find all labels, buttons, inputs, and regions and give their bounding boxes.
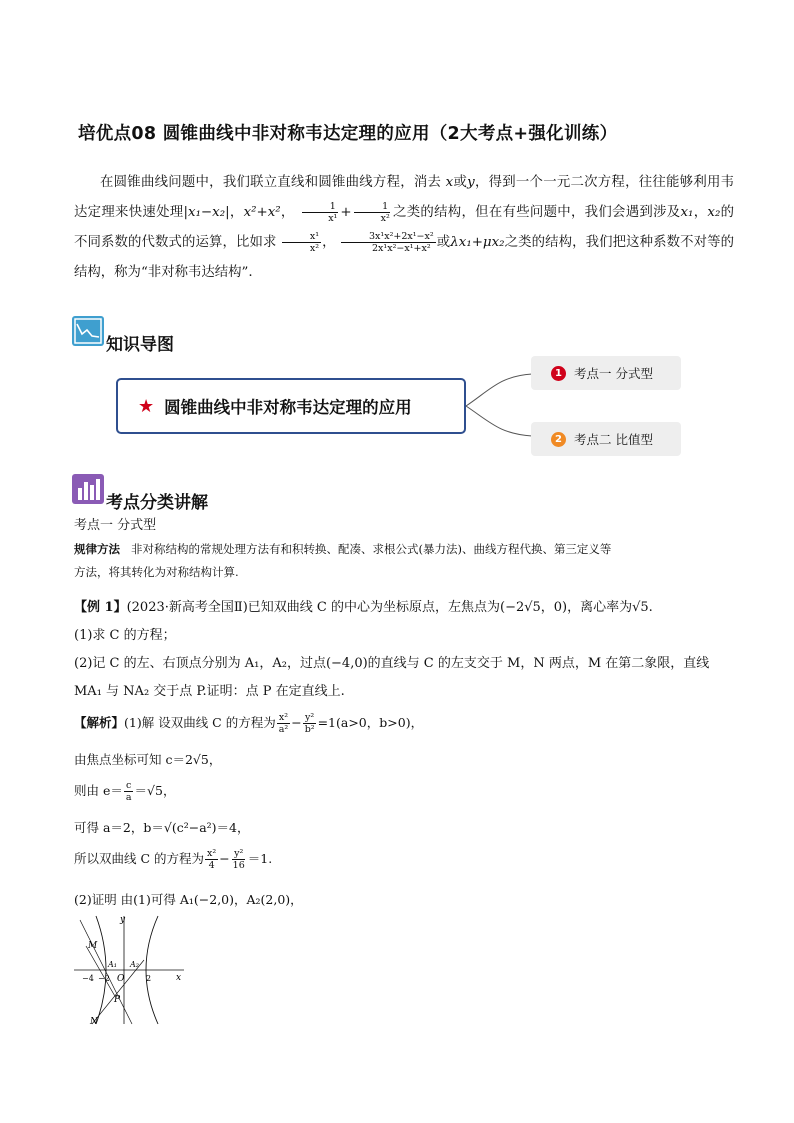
frac-num: x² — [207, 848, 217, 859]
solution-line-3 — [74, 780, 175, 803]
frac-den: 4 — [208, 860, 215, 871]
mindmap-root-label: 圆锥曲线中非对称韦达定理的应用 — [164, 398, 412, 417]
frac-num: x² — [278, 712, 289, 723]
frac-num: c — [126, 780, 132, 791]
minus-sign: − — [219, 851, 230, 866]
solution-text: ＝√5， — [134, 783, 176, 798]
frac-den: b² — [304, 724, 315, 735]
label-N: N — [90, 1017, 98, 1027]
chart-line-icon — [72, 316, 104, 346]
solution-line-5 — [74, 848, 272, 871]
intro-text-4: 的不同系数的代数式的运算，比如求 — [74, 205, 735, 250]
intro-abs-expr: |x₁−x₂| — [183, 205, 230, 220]
method-text-1: 非对称结构的常规处理方法有和积转换、配凑、求根公式(暴力法)、曲线方程代换、第三定义等 — [130, 542, 612, 556]
label-A2: A₂ — [130, 960, 139, 969]
frac-y2-16 — [231, 848, 247, 871]
frac-den: x¹ — [328, 213, 338, 224]
method-text-2: 方法，将其转化为对称结构计算. — [74, 565, 239, 579]
intro-text-3: 之类的结构，但在有些问题中，我们会遇到涉及 — [392, 205, 681, 220]
frac-den: a — [125, 792, 132, 803]
mindmap-node-label: 考点二 比值型 — [574, 432, 653, 447]
hyperbola-figure — [72, 912, 202, 1030]
intro-var-x: x — [445, 175, 454, 190]
frac-num: 3x¹x²+2x¹−x² — [341, 231, 436, 243]
frac-num: 1 — [354, 201, 390, 213]
solution-line-1 — [74, 712, 423, 735]
frac-den: x² — [309, 243, 320, 254]
intro-comma: ， — [280, 205, 295, 220]
intro-frac-c — [282, 231, 321, 254]
intro-comma: ， — [322, 235, 336, 250]
label-2: 2 — [146, 974, 152, 983]
intro-frac-a — [300, 201, 339, 224]
intro-var-y: y — [467, 175, 475, 190]
intro-square-expr: x²+x² — [243, 205, 281, 220]
example-source: (2023·新高考全国Ⅱ) — [126, 600, 248, 615]
label-y: y — [120, 915, 126, 925]
frac-x2-4 — [205, 848, 218, 871]
intro-frac-b — [353, 201, 392, 224]
intro-x1: x₁ — [680, 205, 694, 220]
minus-sign: − — [291, 715, 302, 730]
example-stem-text: 已知双曲线 C 的中心为坐标原点，左焦点为(−2√5，0)，离心率为√5. — [247, 600, 653, 615]
label-x: x — [176, 973, 182, 983]
intro-frac-d — [341, 231, 436, 254]
solution-text: 所以双曲线 C 的方程为 — [74, 851, 205, 866]
frac-y2-b2 — [303, 712, 317, 735]
example-question-1: (1)求 C 的方程； — [74, 628, 176, 643]
intro-text-5: 之类的结构，我们把这种系数不对等的结构，称为“非对称韦达结构”. — [74, 235, 735, 280]
solution-line-4: 可得 a＝2，b＝√(c²−a²)＝4， — [74, 820, 250, 835]
frac-c-a — [124, 780, 134, 803]
solution-line-2: 由焦点坐标可知 c＝2√5， — [74, 752, 222, 767]
intro-text-2: ，得到一个一元二次方程，往往能够利用韦达定理来快速处理 — [74, 175, 734, 220]
topic-heading: 考点一 分式型 — [74, 518, 157, 533]
bar-chart-icon — [72, 474, 104, 504]
label-minus-4: −4 — [82, 974, 94, 983]
frac-den: 16 — [232, 860, 245, 871]
frac-x2-a2 — [277, 712, 290, 735]
number-badge: 2 — [551, 432, 566, 447]
intro-text-1: 在圆锥曲线问题中，我们联立直线和圆锥曲线方程，消去 — [100, 175, 442, 190]
example-tag: 【例 1】 — [74, 600, 127, 615]
section-heading-topics: 考点分类讲解 — [106, 493, 208, 513]
frac-num: 1 — [302, 201, 338, 213]
line-mn — [86, 946, 116, 998]
method-label: 规律方法 — [74, 542, 120, 556]
label-minus-2: −2 — [98, 974, 110, 983]
intro-or: 或 — [453, 175, 468, 190]
frac-num: x¹ — [282, 231, 321, 243]
mindmap-root — [116, 378, 466, 434]
intro-x2: x₂ — [707, 205, 721, 220]
example-question-2a: (2)记 C 的左、右顶点分别为 A₁，A₂，过点(−4,0)的直线与 C 的左支交于 M，N 两点，M 在第二象限，直线 — [74, 656, 710, 671]
frac-den: a² — [278, 724, 289, 735]
intro-or: 或 — [436, 235, 451, 250]
method-paragraph — [74, 538, 734, 584]
label-O: O — [117, 974, 125, 984]
solution-text: =1(a>0，b>0)， — [317, 715, 424, 730]
frac-num: y² — [234, 848, 244, 859]
frac-den: 2x¹x²−x¹+x² — [372, 243, 431, 254]
label-A1: A₁ — [108, 960, 117, 969]
solution-tag: 【解析】 — [74, 715, 125, 730]
intro-plus: + — [340, 205, 352, 220]
mindmap-node-label: 考点一 分式型 — [574, 366, 653, 381]
mindmap-node-2 — [531, 422, 681, 456]
intro-comma: ， — [229, 205, 244, 220]
intro-lambda-expr: λx₁+μx₂ — [450, 235, 505, 250]
example-stem — [74, 596, 653, 615]
number-badge: 1 — [551, 366, 566, 381]
mindmap-connectors — [460, 360, 540, 450]
mindmap-node-1 — [531, 356, 681, 390]
section-heading-mindmap: 知识导图 — [106, 335, 174, 355]
solution-text: ＝1. — [247, 851, 273, 866]
page-title: 培优点08 圆锥曲线中非对称韦达定理的应用（2大考点+强化训练） — [78, 124, 618, 144]
intro-comma: ， — [693, 205, 708, 220]
solution-text: 则由 e＝ — [74, 783, 123, 798]
solution-text: (1)解 设双曲线 C 的方程为 — [124, 715, 276, 730]
frac-num: y² — [305, 712, 315, 723]
star-icon: ★ — [138, 395, 155, 417]
frac-den: x² — [380, 213, 390, 224]
label-P: P — [114, 995, 121, 1005]
solution-line-6: (2)证明 由(1)可得 A₁(−2,0)，A₂(2,0)， — [74, 892, 303, 907]
intro-paragraph — [74, 168, 734, 288]
example-question-2b: MA₁ 与 NA₂ 交于点 P.证明：点 P 在定直线上. — [74, 684, 345, 699]
label-M: M — [88, 941, 98, 951]
